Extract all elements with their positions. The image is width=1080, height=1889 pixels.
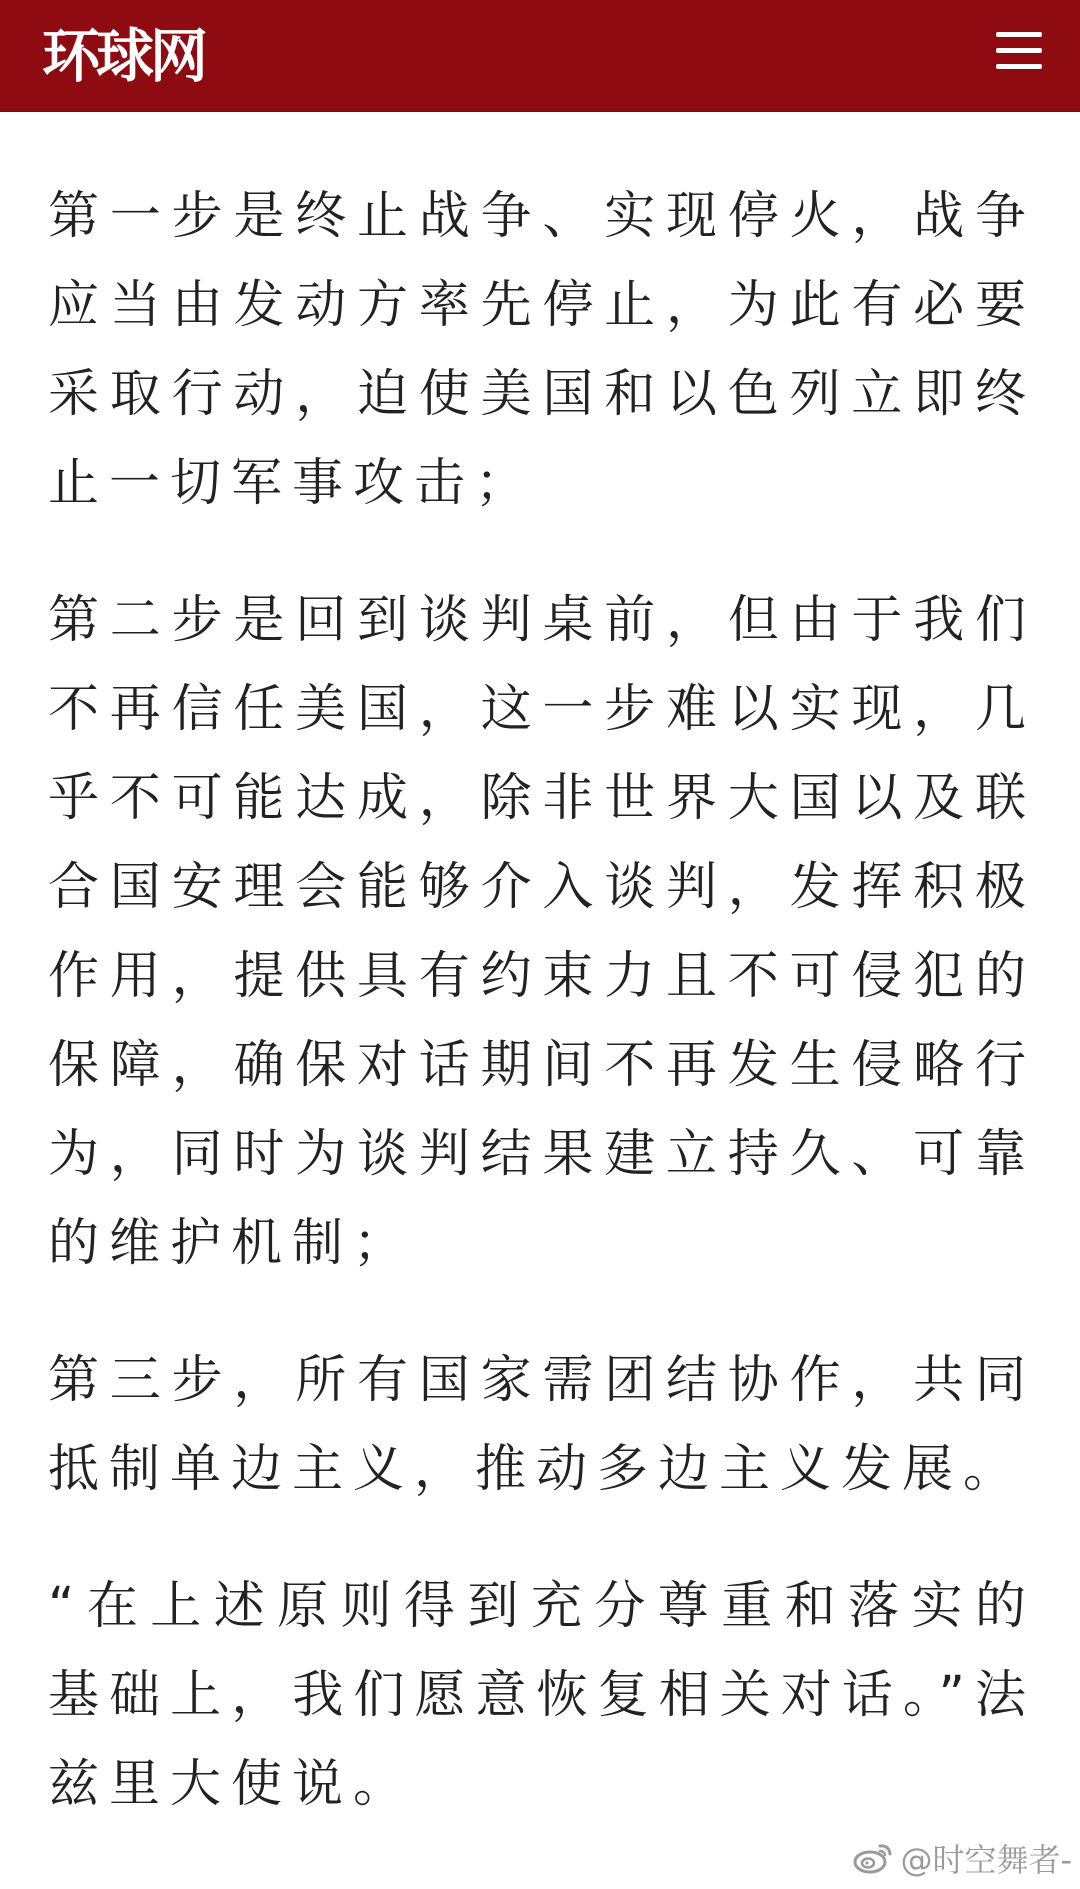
article-paragraph: 第二步是回到谈判桌前，但由于我们不再信任美国，这一步难以实现，几乎不可能达成，除非世界大国以及联合国安理会能够介入谈判，发挥积极作用，提供具有约束力且不可侵犯的保障，确保对话期间不再发生侵略行为，同时为谈判结果建立持久、可靠的维护机制； [48, 591, 1036, 1273]
article-body [48, 172, 1036, 1877]
hamburger-menu-icon[interactable] [996, 28, 1042, 74]
menu-line [996, 48, 1042, 53]
site-logo[interactable]: 环球网 [42, 22, 205, 90]
article-paragraph: 第三步，所有国家需团结协作，共同抵制单边主义，推动多边主义发展。 [48, 1351, 1036, 1499]
menu-line [996, 32, 1042, 37]
article-paragraph: 第一步是终止战争、实现停火，战争应当由发动方率先停止，为此有必要采取行动，迫使美国和以色列立即终止一切军事攻击； [48, 187, 1036, 513]
menu-line [996, 64, 1042, 69]
top-nav-bar [0, 0, 1080, 112]
watermark-text: @时空舞者- [900, 1841, 1072, 1879]
article-paragraph: “在上述原则得到充分尊重和落实的基础上，我们愿意恢复相关对话。”法兹里大使说。 [48, 1577, 1036, 1814]
weibo-icon [852, 1841, 894, 1875]
weibo-watermark [852, 1833, 1072, 1883]
